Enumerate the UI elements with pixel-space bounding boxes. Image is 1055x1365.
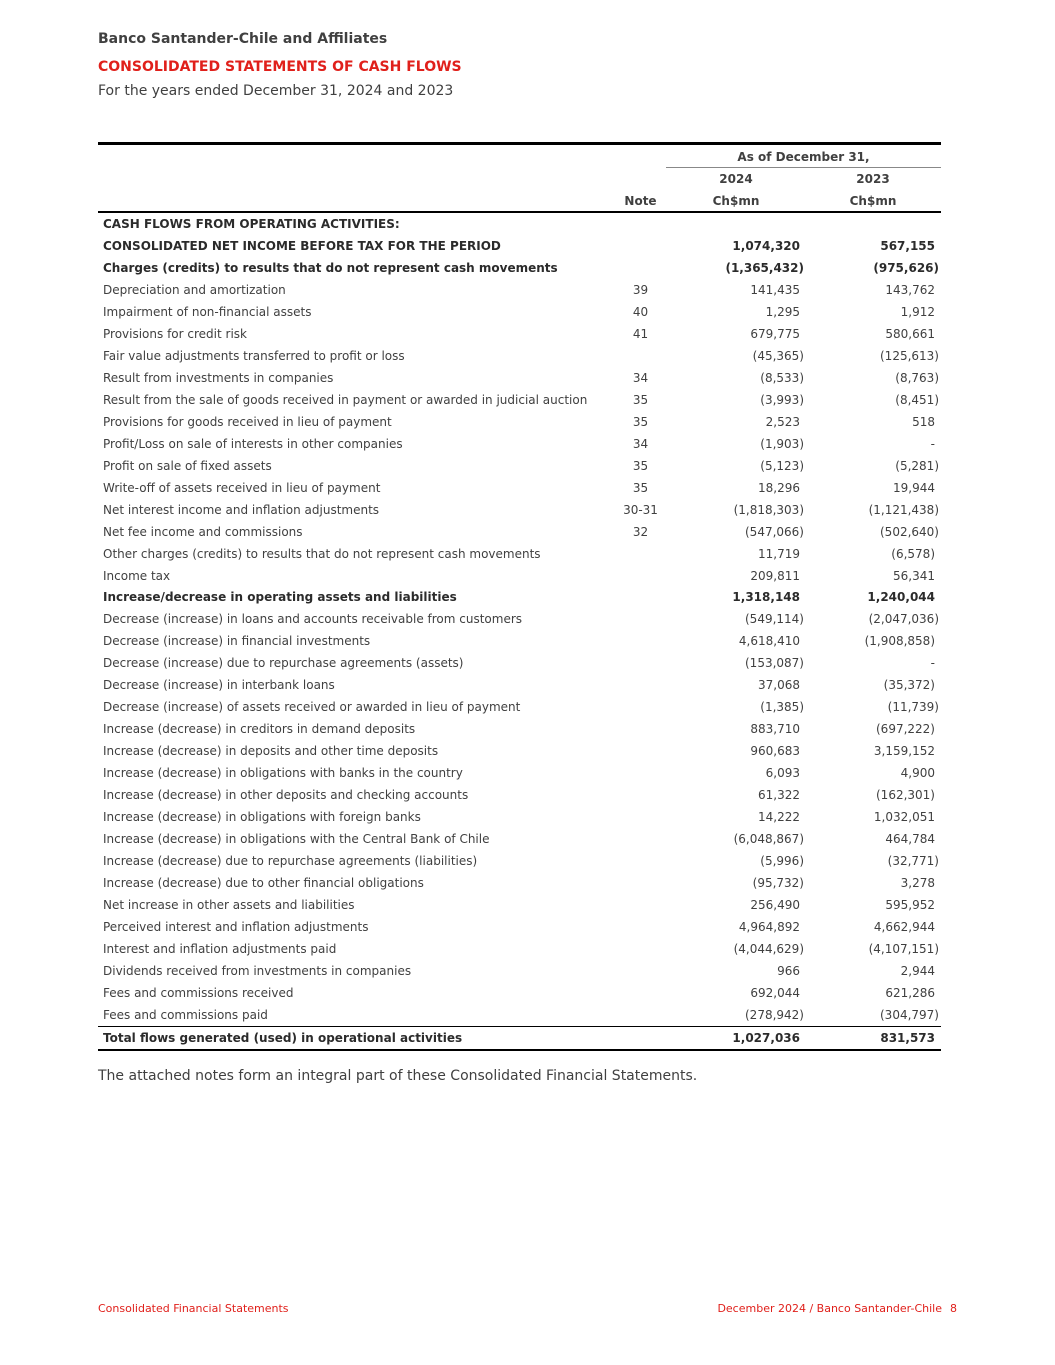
table-row — [98, 938, 941, 960]
table-row — [98, 323, 941, 345]
row-value-2024: (8,533) — [760, 370, 804, 385]
row-note: 39 — [632, 282, 649, 297]
row-value-2023: (1,908,858) — [864, 634, 935, 649]
table-header — [98, 145, 941, 213]
row-value-2023: (2,047,036) — [868, 612, 939, 627]
row-value-2024: 4,964,892 — [738, 920, 800, 934]
row-note: 40 — [632, 304, 649, 319]
row-label: Income tax — [103, 568, 171, 583]
row-label: Impairment of non-financial assets — [103, 304, 312, 319]
row-value-2023: - — [930, 436, 935, 451]
row-label: Increase (decrease) due to other financial obligations — [103, 876, 424, 891]
row-value-2024: 1,074,320 — [732, 238, 800, 253]
row-value-2023: 143,762 — [885, 282, 935, 297]
row-label: Fair value adjustments transferred to profit or loss — [103, 348, 405, 363]
row-value-2023: - — [930, 656, 935, 671]
row-value-2024: 2,523 — [765, 414, 800, 429]
row-note: 35 — [632, 392, 649, 407]
table-row — [98, 872, 941, 894]
table-row — [98, 718, 941, 740]
table-row — [98, 345, 941, 367]
row-value-2024: 966 — [777, 963, 800, 978]
row-label: Total flows generated (used) in operational activities — [103, 1030, 463, 1045]
row-label: Decrease (increase) of assets received or awarded in lieu of payment — [103, 700, 521, 715]
row-value-2024: 883,710 — [750, 722, 800, 737]
table-row — [98, 389, 941, 411]
unit-2023-header: Ch$mn — [849, 194, 897, 208]
row-value-2024: 18,296 — [758, 480, 800, 495]
as-of-rule — [666, 167, 941, 168]
row-value-2023: (35,372) — [883, 678, 935, 693]
page-number: 8 — [950, 1302, 957, 1315]
row-value-2023: (162,301) — [876, 788, 935, 803]
row-label: Net interest income and inflation adjustments — [103, 502, 380, 517]
row-note: 41 — [632, 326, 649, 341]
row-value-2023: 595,952 — [885, 898, 935, 913]
row-value-2024: 209,811 — [750, 568, 800, 583]
row-value-2024: (6,048,867) — [733, 832, 804, 847]
row-label: Net fee income and commissions — [103, 524, 303, 539]
row-value-2023: 3,159,152 — [873, 744, 935, 759]
table-row — [98, 960, 941, 982]
table-row — [98, 367, 941, 389]
row-value-2024: 11,719 — [758, 546, 800, 561]
table-row — [98, 301, 941, 323]
row-label: Result from the sale of goods received in payment or awarded in judicial auction — [103, 392, 588, 407]
table-row — [98, 235, 941, 257]
row-value-2024: (1,365,432) — [725, 260, 804, 275]
row-value-2024: 4,618,410 — [738, 634, 800, 649]
table-row — [98, 1026, 941, 1051]
row-value-2023: 580,661 — [885, 326, 935, 341]
table-row — [98, 894, 941, 916]
table-row — [98, 477, 941, 499]
row-value-2023: 1,240,044 — [867, 590, 935, 605]
row-label: Decrease (increase) due to repurchase agreements (assets) — [103, 656, 464, 671]
row-value-2023: 3,278 — [900, 876, 935, 891]
row-value-2023: (8,451) — [895, 392, 939, 407]
table-row — [98, 543, 941, 565]
row-value-2024: (1,385) — [760, 700, 804, 715]
note-header: Note — [624, 194, 657, 208]
row-value-2024: 37,068 — [758, 678, 800, 693]
row-label: Charges (credits) to results that do not represent cash movements — [103, 260, 558, 275]
row-label: Increase (decrease) in obligations with the Central Bank of Chile — [103, 832, 490, 847]
row-note: 35 — [632, 414, 649, 429]
company-name: Banco Santander-Chile and Affiliates — [98, 31, 388, 47]
row-note: 34 — [632, 370, 649, 385]
year-2023-header: 2023 — [856, 172, 890, 186]
row-note: 32 — [632, 524, 649, 539]
row-label: Write-off of assets received in lieu of payment — [103, 480, 381, 495]
row-value-2024: (1,903) — [760, 436, 804, 451]
row-value-2023: (8,763) — [895, 370, 939, 385]
row-label: Dividends received from investments in companies — [103, 963, 412, 978]
row-value-2023: (1,121,438) — [868, 502, 939, 517]
row-label: Net increase in other assets and liabilities — [103, 898, 355, 913]
table-row — [98, 674, 941, 696]
row-value-2024: (278,942) — [745, 1007, 804, 1022]
table-row — [98, 1004, 941, 1026]
row-label: Profit on sale of fixed assets — [103, 458, 272, 473]
row-value-2024: 1,295 — [765, 304, 800, 319]
row-label: Provisions for credit risk — [103, 326, 247, 341]
table-row — [98, 806, 941, 828]
row-note: 35 — [632, 480, 649, 495]
row-label: Decrease (increase) in financial investments — [103, 634, 371, 649]
row-label: Other charges (credits) to results that do not represent cash movements — [103, 546, 541, 561]
unit-2024-header: Ch$mn — [712, 194, 760, 208]
row-value-2024: 141,435 — [750, 282, 800, 297]
row-label: Decrease (increase) in interbank loans — [103, 678, 335, 693]
row-label: Depreciation and amortization — [103, 282, 286, 297]
table-row — [98, 499, 941, 521]
row-value-2024: 6,093 — [765, 766, 800, 781]
row-label: Perceived interest and inflation adjustments — [103, 920, 369, 934]
table-row — [98, 455, 941, 477]
row-value-2023: 518 — [912, 414, 935, 429]
row-label: Increase (decrease) in obligations with banks in the country — [103, 766, 463, 781]
row-value-2024: (95,732) — [752, 876, 804, 891]
row-value-2023: 621,286 — [885, 985, 935, 1000]
row-value-2024: (5,996) — [760, 854, 804, 869]
row-value-2024: 679,775 — [750, 326, 800, 341]
row-value-2023: (125,613) — [880, 348, 939, 363]
row-value-2023: 2,944 — [900, 963, 935, 978]
row-value-2023: 4,662,944 — [873, 920, 935, 934]
row-value-2023: 56,341 — [893, 568, 935, 583]
table-row — [98, 762, 941, 784]
table-body — [98, 213, 941, 1051]
as-of-header: As of December 31, — [737, 150, 870, 164]
footer-right — [717, 1302, 957, 1315]
row-value-2023: 1,032,051 — [873, 810, 935, 825]
table-row — [98, 696, 941, 718]
row-value-2023: (4,107,151) — [868, 941, 939, 956]
row-value-2023: (6,578) — [891, 546, 935, 561]
footer-right-text: December 2024 / Banco Santander-Chile — [717, 1302, 942, 1315]
row-label: Increase (decrease) in obligations with foreign banks — [103, 810, 421, 825]
row-label: Increase (decrease) in creditors in demand deposits — [103, 722, 416, 737]
row-value-2024: 14,222 — [758, 810, 800, 825]
statement-title: CONSOLIDATED STATEMENTS OF CASH FLOWS — [98, 59, 462, 75]
row-value-2023: (975,626) — [873, 260, 939, 275]
table-row — [98, 784, 941, 806]
row-label: Result from investments in companies — [103, 370, 334, 385]
row-value-2024: 960,683 — [750, 744, 800, 759]
footer-left: Consolidated Financial Statements — [98, 1302, 289, 1315]
row-value-2023: (502,640) — [880, 524, 939, 539]
cash-flow-table — [98, 142, 941, 1051]
row-note: 35 — [632, 458, 649, 473]
row-label: Profit/Loss on sale of interests in other companies — [103, 436, 403, 451]
row-value-2023: (697,222) — [876, 722, 935, 737]
row-label: CONSOLIDATED NET INCOME BEFORE TAX FOR THE PERIOD — [103, 238, 501, 253]
row-label: Increase (decrease) due to repurchase agreements (liabilities) — [103, 854, 478, 869]
table-row — [98, 828, 941, 850]
row-label: Increase (decrease) in deposits and other time deposits — [103, 744, 439, 759]
row-label: Interest and inflation adjustments paid — [103, 941, 337, 956]
table-row — [98, 630, 941, 652]
row-label: Fees and commissions received — [103, 985, 294, 1000]
row-value-2024: (153,087) — [745, 656, 804, 671]
row-label: Provisions for goods received in lieu of payment — [103, 414, 392, 429]
row-value-2024: (4,044,629) — [733, 941, 804, 956]
statement-period: For the years ended December 31, 2024 and 2023 — [98, 83, 454, 99]
row-note: 34 — [632, 436, 649, 451]
table-row — [98, 411, 941, 433]
row-label: Fees and commissions paid — [103, 1007, 268, 1022]
row-value-2023: 464,784 — [885, 832, 935, 847]
row-value-2024: (547,066) — [745, 524, 804, 539]
table-row — [98, 279, 941, 301]
row-value-2024: 61,322 — [758, 788, 800, 803]
row-value-2023: (5,281) — [895, 458, 939, 473]
row-label: Decrease (increase) in loans and accounts receivable from customers — [103, 612, 523, 627]
table-row — [98, 916, 941, 938]
row-value-2023: 19,944 — [893, 480, 935, 495]
row-value-2024: (5,123) — [760, 458, 804, 473]
row-value-2023: (11,739) — [887, 700, 939, 715]
row-value-2024: (45,365) — [752, 348, 804, 363]
row-label: Increase (decrease) in other deposits and checking accounts — [103, 788, 469, 803]
table-row — [98, 982, 941, 1004]
row-value-2024: (3,993) — [760, 392, 804, 407]
table-row — [98, 565, 941, 587]
table-row — [98, 850, 941, 872]
row-value-2024: 1,027,036 — [732, 1030, 800, 1045]
table-row — [98, 740, 941, 762]
table-row — [98, 213, 941, 235]
row-value-2024: (549,114) — [745, 612, 804, 627]
row-value-2023: (304,797) — [880, 1007, 939, 1022]
row-value-2023: 831,573 — [880, 1030, 935, 1045]
row-value-2023: 1,912 — [900, 304, 935, 319]
row-value-2023: (32,771) — [887, 854, 939, 869]
row-value-2024: (1,818,303) — [733, 502, 804, 517]
row-value-2024: 1,318,148 — [732, 590, 800, 605]
row-label: Increase/decrease in operating assets and liabilities — [103, 590, 457, 605]
row-label: CASH FLOWS FROM OPERATING ACTIVITIES: — [103, 217, 400, 231]
row-value-2023: 567,155 — [880, 238, 935, 253]
table-row — [98, 586, 941, 608]
table-row — [98, 521, 941, 543]
row-value-2024: 692,044 — [750, 985, 800, 1000]
table-row — [98, 257, 941, 279]
row-value-2023: 4,900 — [900, 766, 935, 781]
table-row — [98, 433, 941, 455]
row-value-2024: 256,490 — [750, 898, 800, 913]
footnote: The attached notes form an integral part of these Consolidated Financial Statements. — [98, 1068, 698, 1084]
table-row — [98, 608, 941, 630]
year-2024-header: 2024 — [719, 172, 753, 186]
row-note: 30-31 — [623, 502, 658, 517]
table-row — [98, 652, 941, 674]
